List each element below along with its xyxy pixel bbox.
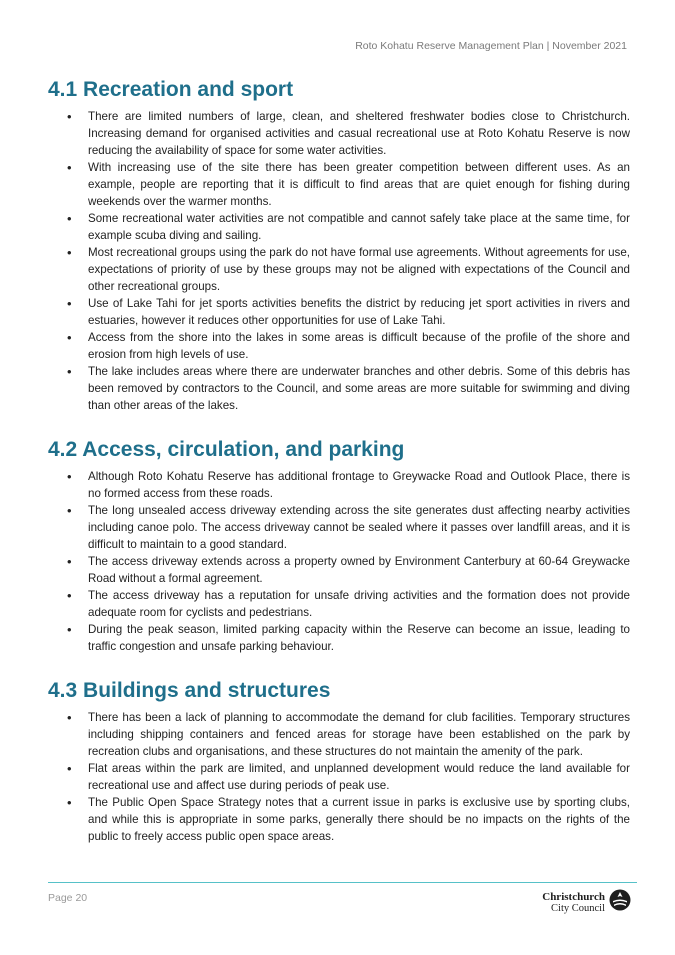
list-item: • Access from the shore into the lakes in some areas is difficult because of the profile of the shore and erosion from high levels of use.	[88, 329, 630, 363]
council-logo	[542, 889, 631, 916]
section-buildings-and-structures	[48, 679, 630, 845]
list-item: • The access driveway has a reputation for unsafe driving activities and the formation does not provide adequate room for cyclists and pedestrians.	[88, 587, 630, 621]
bullet-list	[48, 709, 630, 845]
list-item: • The Public Open Space Strategy notes that a current issue in parks is exclusive use by sporting clubs, and while this is appropriate in some parks, generally there should be no impacts on the rights of the public to freely access public open space areas.	[88, 794, 630, 845]
list-item: • Most recreational groups using the park do not have formal use agreements. Without agreements for use, expectations of priority of use by these groups may not be aligned with expectations of the Council and other recreational groups.	[88, 244, 630, 295]
list-item: • There are limited numbers of large, clean, and sheltered freshwater bodies close to Christchurch. Increasing demand for organised activities and casual recreational use at Roto Kohatu Reserve is now reducing the availability of space for some water activities.	[88, 108, 630, 159]
list-item: • The access driveway extends across a property owned by Environment Canterbury at 60-64 Greywacke Road without a formal agreement.	[88, 553, 630, 587]
list-item: • The long unsealed access driveway extending across the site generates dust affecting nearby activities including canoe polo. The access driveway cannot be sealed where it passes over landfill areas, and it is difficult to maintain to a good standard.	[88, 502, 630, 553]
page-number: Page 20	[48, 892, 88, 904]
section-heading: 4.3 Buildings and structures	[48, 679, 331, 702]
list-item: • Use of Lake Tahi for jet sports activities benefits the district by reducing jet sport activities in rivers and estuaries, however it reduces other opportunities for use of Lake Tahi.	[88, 295, 630, 329]
list-item: • Flat areas within the park are limited, and unplanned development would reduce the land available for recreational use and affect use during periods of peak use.	[88, 760, 630, 794]
list-item: • With increasing use of the site there has been greater competition between different uses. As an example, people are reporting that it is difficult to find areas that are quiet enough for fishing during weekends over the warmer months.	[88, 159, 630, 210]
section-recreation-and-sport	[48, 78, 630, 414]
section-access-circulation-parking	[48, 438, 630, 655]
section-heading: 4.2 Access, circulation, and parking	[48, 438, 405, 461]
logo-line-1: Christchurch	[542, 890, 605, 903]
section-heading: 4.1 Recreation and sport	[48, 78, 294, 101]
list-item: • During the peak season, limited parking capacity within the Reserve can become an issue, leading to traffic congestion and unsafe parking behaviour.	[88, 621, 630, 655]
logo-line-2: City Council	[551, 902, 605, 914]
list-item: • Some recreational water activities are not compatible and cannot safely take place at the same time, for example scuba diving and sailing.	[88, 210, 630, 244]
christchurch-city-council-logo-icon	[609, 889, 631, 916]
bullet-list	[48, 108, 630, 414]
bullet-list	[48, 468, 630, 655]
list-item: • Although Roto Kohatu Reserve has additional frontage to Greywacke Road and Outlook Place, there is no formed access from these roads.	[88, 468, 630, 502]
footer-divider	[48, 882, 637, 883]
list-item: • The lake includes areas where there are underwater branches and other debris. Some of this debris has been removed by contractors to the Council, and some areas are more suitable for swimming and diving than other areas of the lakes.	[88, 363, 630, 414]
page-content	[48, 78, 630, 869]
logo-wordmark	[542, 892, 605, 914]
running-header: Roto Kohatu Reserve Management Plan | November 2021	[355, 40, 627, 52]
list-item: • There has been a lack of planning to accommodate the demand for club facilities. Temporary structures including shipping containers and fenced areas for storage have been established on the park by recreation clubs and organisations, and these structures do not maintain the amenity of the park.	[88, 709, 630, 760]
